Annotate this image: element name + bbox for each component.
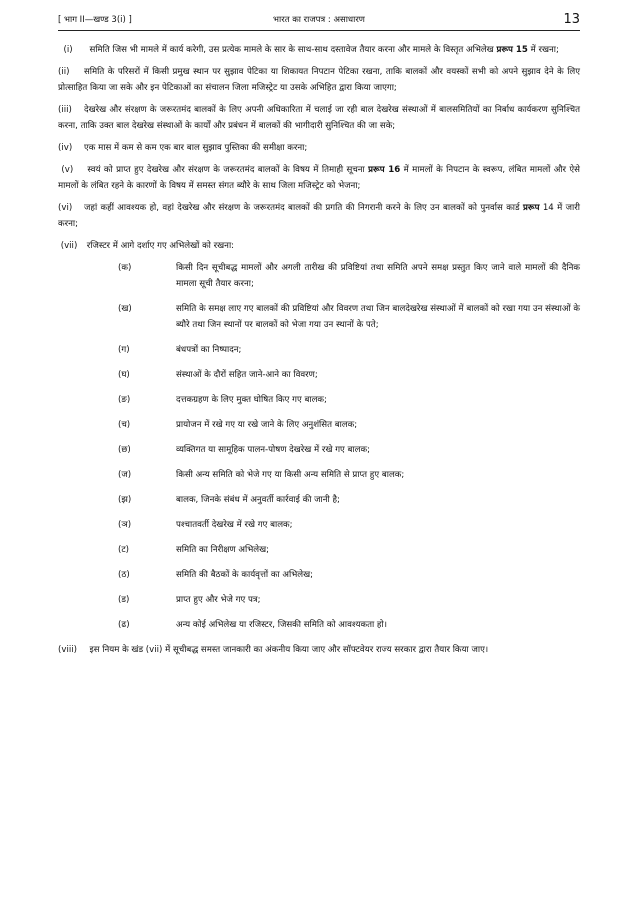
clause-v: (v) स्वयं को प्राप्त हुए देखरेख और संरक्षण के जरूरतमंद बालकों के विषय में तिमाही सूचना प्ररूप 16 में मामलों के निपटान के स्वरूप, लंबित मामलों और ऐसे मामलों के लंबित रहने के कारणों के विषय में समस्त संगत ब्यौरे के साथ जिला मजिस्ट्रेट को भेजना;: [58, 165, 580, 191]
subitem-ga: (ग) बंधपत्रों का निष्पादन;: [118, 345, 242, 355]
clause-iv: (iv) एक मास में कम से कम एक बार बाल सुझाव पुस्तिका की समीक्षा करना;: [58, 143, 308, 153]
clause-viii: (viii) इस नियम के खंड (vii) में सूचीबद्ध समस्त जानकारी का अंकनीय किया जाए और सॉफ्टवेयर राज्य सरकार द्वारा तैयार किया जाए।: [58, 645, 489, 655]
subitem-ka: (क) किसी दिन सूचीबद्ध मामलों और अगली तारीख की प्रविष्टियां तथा समिति अपने समक्ष प्रस्तुत किए जाने वाले मामलों की दैनिक मामला सूची तैयार करना;: [118, 263, 580, 289]
subitem-jha: (झ) बालक, जिनके संबंध में अनुवर्ती कार्रवाई की जानी है;: [118, 495, 340, 505]
page-number: 13: [563, 12, 580, 27]
clause-i: (i) समिति जिस भी मामले में कार्य करेगी, उस प्रत्येक मामले के सार के साथ-साथ दस्तावेज तैयार करना और मामले के विस्तृत अभिलेख प्ररूप 15 में रखना;: [63, 45, 559, 55]
subitem-gha: (घ) संस्थाओं के दौरों सहित जाने-आने का विवरण;: [118, 370, 318, 380]
subitem-ta: (ट) समिति का निरीक्षण अभिलेख;: [118, 545, 270, 555]
clause-vii: (vii) रजिस्टर में आगे दर्शाए गए अभिलेखों को रखना:: [60, 241, 235, 251]
subitem-da: (ड) प्राप्त हुए और भेजे गए पत्र;: [118, 595, 261, 605]
subitem-kha: (ख) समिति के समक्ष लाए गए बालकों की प्रविष्टियां और विवरण तथा जिन बालदेखरेख संस्थाओं में बालकों को रखा गया उन संस्थाओं के ब्यौरे तथा जिन स्थानों पर बालकों को भेजा गया उन स्थानों के पते;: [118, 304, 580, 330]
clause-vi: (vi) जहां कहीं आवश्यक हो, वहां देखरेख और संरक्षण के जरूरतमंद बालकों की प्रगति की निगरानी करने के लिए उन बालकों को पुनर्वास कार्ड प्ररूप 14 में जारी करना;: [58, 203, 580, 229]
header-title: भारत का राजपत्र : असाधारण: [273, 15, 365, 25]
subitem-dha: (ढ) अन्य कोई अभिलेख या रजिस्टर, जिसकी समिति को आवश्यकता हो।: [118, 620, 387, 630]
page-header: [58, 10, 580, 31]
clause-iii: (iii) देखरेख और संरक्षण के जरूरतमंद बालकों के लिए अपनी अधिकारिता में चलाई जा रही बाल देखरेख संस्थाओं में बालसमितियों का निर्बाध कार्यकरण सुनिश्चित करना, ताकि उक्त बाल देखरेख संस्थाओं के कार्यों और प्रबंधन में बालकों की भागीदारी सुनिश्चित की जा सके;: [58, 105, 580, 131]
subitem-nga: (ङ) दत्तकग्रहण के लिए मुक्त घोषित किए गए बालक;: [118, 395, 327, 405]
document-body: [58, 42, 580, 664]
subitem-chha: (छ) व्यक्तिगत या सामूहिक पालन-पोषण देखरेख में रखे गए बालक;: [118, 445, 370, 455]
subitem-nya: (ञ) पश्चातवर्ती देखरेख में रखे गए बालक;: [118, 520, 293, 530]
subitem-tha: (ठ) समिति की बैठकों के कार्यवृत्तों का अभिलेख;: [118, 570, 314, 580]
subitem-ja: (ज) किसी अन्य समिति को भेजे गए या किसी अन्य समिति से प्राप्त हुए बालक;: [118, 470, 405, 480]
header-section: [ भाग II—खण्ड 3(i) ]: [58, 15, 132, 25]
clause-ii: (ii) समिति के परिसरों में किसी प्रमुख स्थान पर सुझाव पेटिका या शिकायत निपटान पेटिका रखना, ताकि बालकों और वयस्कों सभी को अपने सुझाव देने के लिए प्रोत्साहित किया जा सके और इन पेटिकाओं का संचालन जिला मजिस्ट्रेट या उसके अभिहित द्वारा किया जाएगा;: [58, 67, 580, 93]
subitem-cha: (च) प्रायोजन में रखे गए या रखे जाने के लिए अनुशंसित बालक;: [118, 420, 358, 430]
